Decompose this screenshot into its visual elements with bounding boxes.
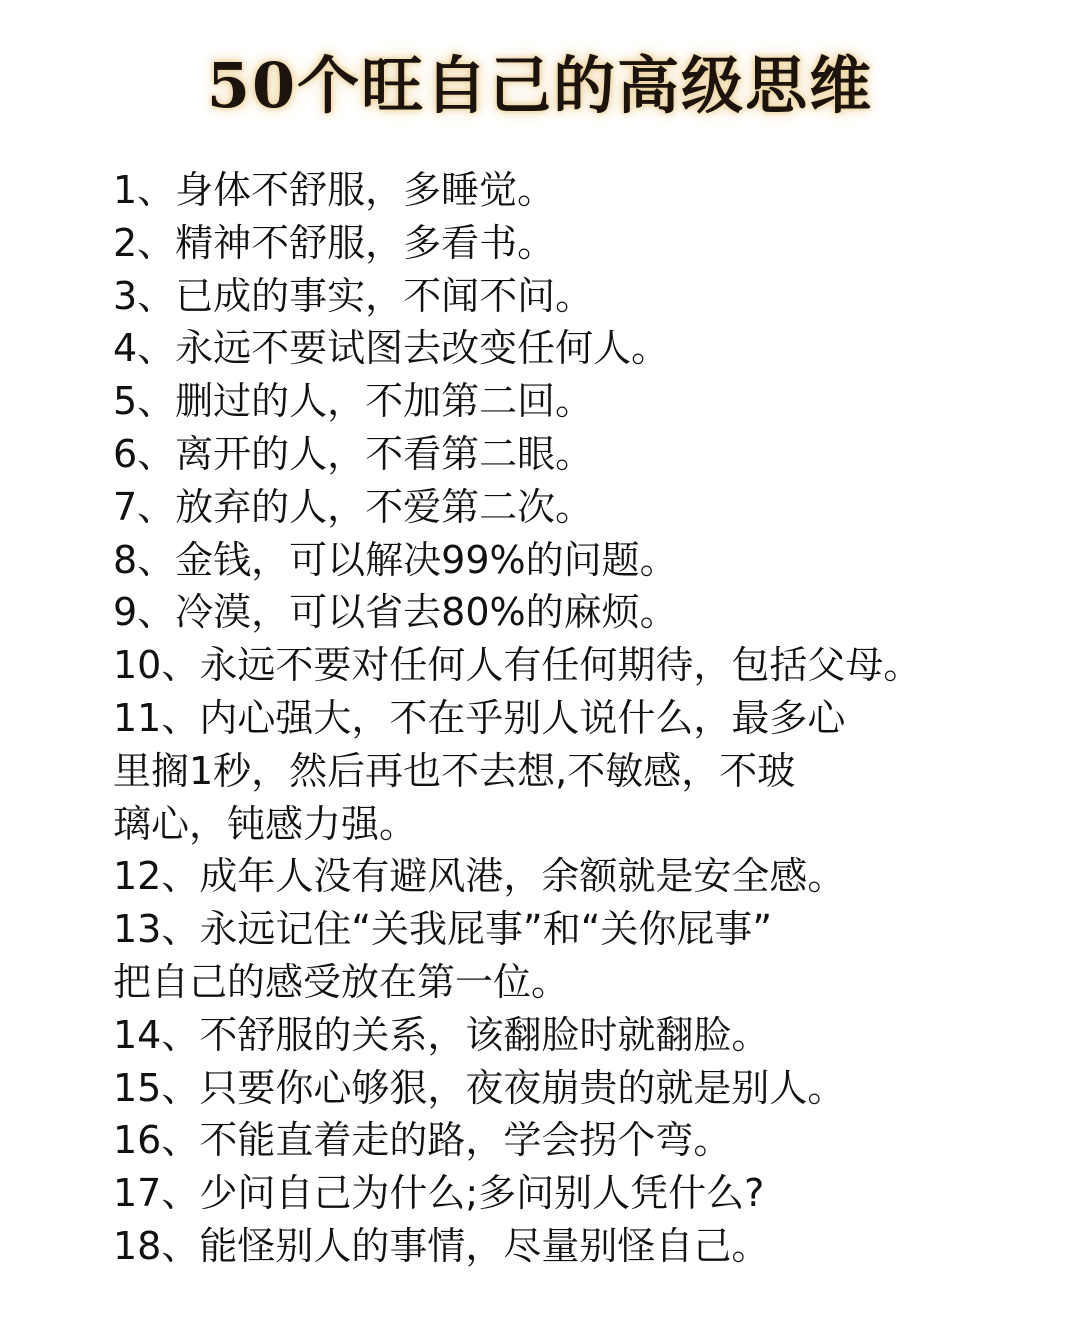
list-line: 4、永远不要试图去改变任何人。 xyxy=(113,326,670,371)
list-line: 16、不能直着走的路，学会拐个弯。 xyxy=(113,1118,732,1163)
list-line: 璃心，钝感力强。 xyxy=(113,801,418,846)
list-line: 17、少问自己为什么;多问别人凭什么? xyxy=(113,1171,765,1216)
list-line: 2、精神不舒服，多看书。 xyxy=(113,220,556,265)
list-line: 7、放弃的人，不爱第二次。 xyxy=(113,484,594,529)
list-line: 14、不舒服的关系，该翻脸时就翻脸。 xyxy=(113,1012,770,1057)
page-title: 50个旺自己的高级思维 xyxy=(206,49,874,122)
list-line: 把自己的感受放在第一位。 xyxy=(113,959,570,1004)
list-line: 里搁1秒，然后再也不去想,不敏感，不玻 xyxy=(113,748,796,793)
list-line: 10、永远不要对任何人有任何期待，包括父母。 xyxy=(113,643,922,688)
list-line: 13、永远记住“关我屁事”和“关你屁事” xyxy=(113,907,773,952)
list-line: 6、离开的人，不看第二眼。 xyxy=(113,431,594,476)
list-line: 1、身体不舒服，多睡觉。 xyxy=(113,168,556,212)
list-line: 12、成年人没有避风港，余额就是安全感。 xyxy=(113,854,846,899)
list-line: 11、内心强大，不在乎别人说什么，最多心 xyxy=(113,695,846,740)
list-line: 5、删过的人，不加第二回。 xyxy=(113,379,594,424)
thinking-list xyxy=(113,164,1053,1273)
list-line: 8、金钱，可以解决99%的问题。 xyxy=(113,537,678,582)
list-line: 15、只要你心够狠，夜夜崩贵的就是别人。 xyxy=(113,1065,846,1110)
list-line: 18、能怪别人的事情，尽量别怪自己。 xyxy=(113,1223,770,1268)
list-line: 9、冷漠，可以省去80%的麻烦。 xyxy=(113,590,678,635)
list-line: 3、已成的事实，不闻不问。 xyxy=(113,273,594,318)
